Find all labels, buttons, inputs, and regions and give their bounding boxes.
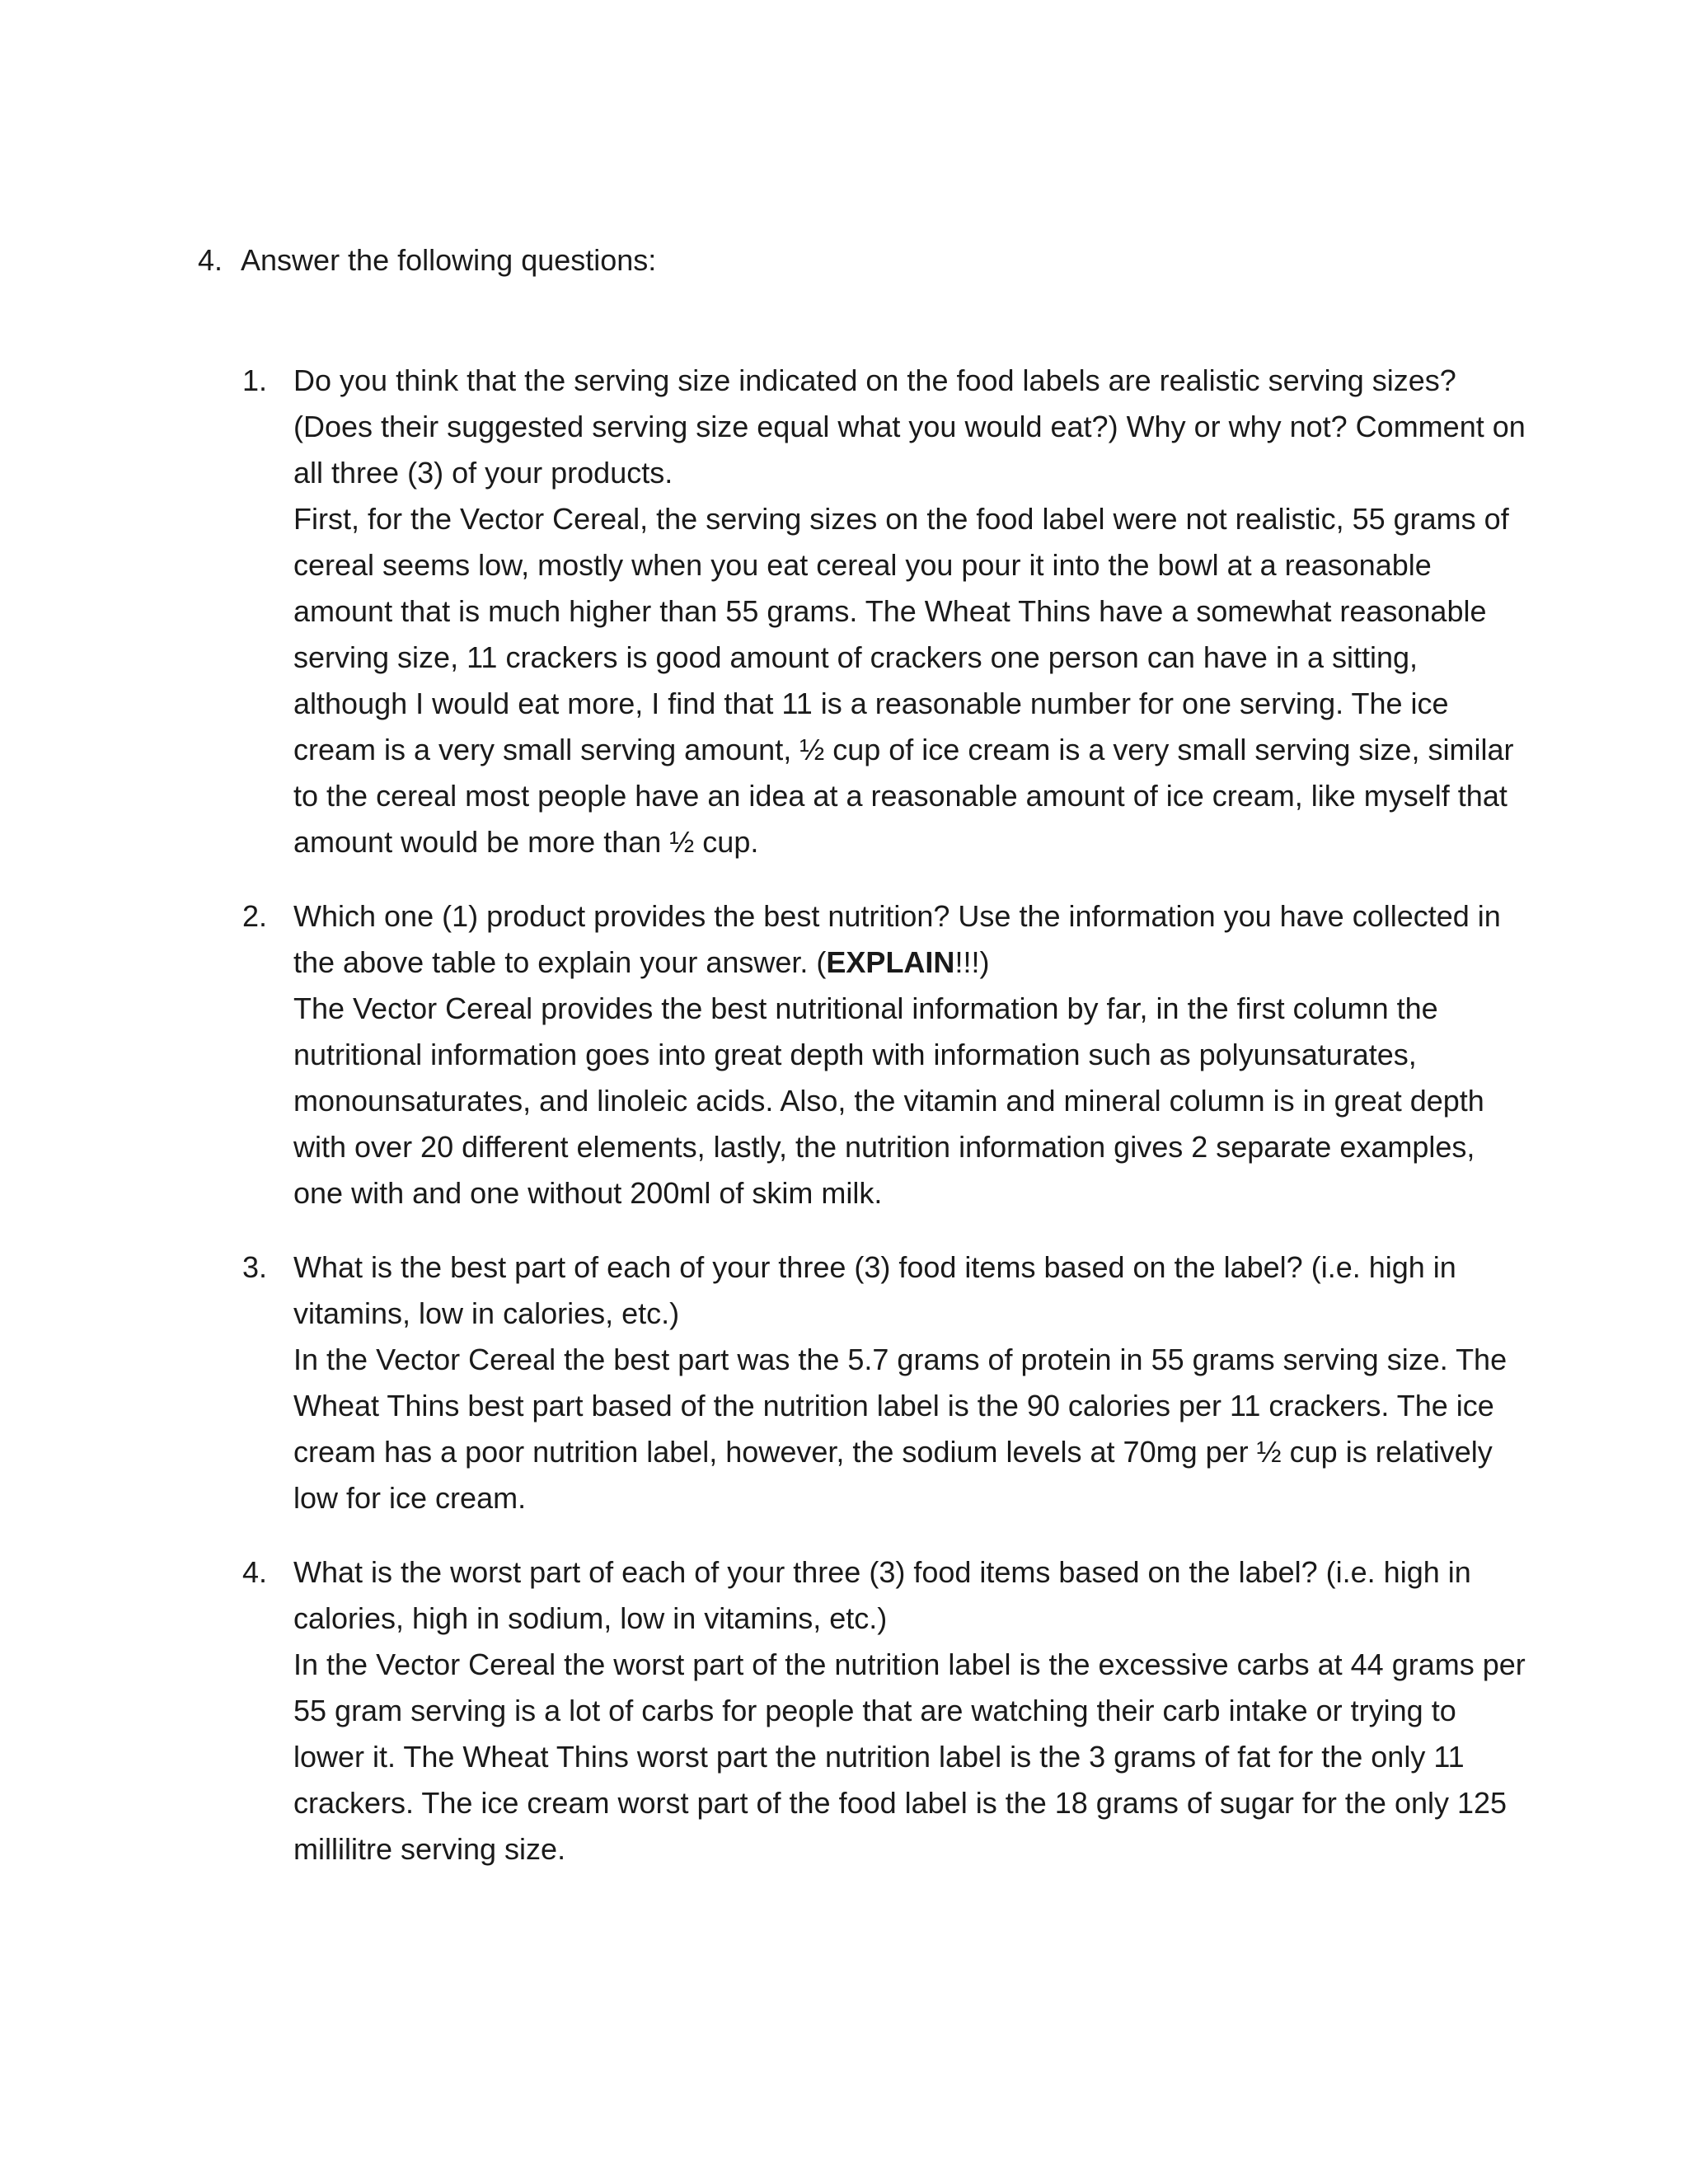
question-text: Do you think that the serving size indicated on the food labels are realistic serving sizes? (Does their suggested serving size equal what you would eat?) Why or why not? Comment on all three (3) of your products. — [293, 363, 1526, 490]
answer-text: In the Vector Cereal the best part was the 5.7 grams of protein in 55 grams serving size. The Wheat Thins best part based of the nutrition label is the 90 calories per 11 crackers. The ice cream has a poor nutrition label, however, the sodium levels at 70mg per ½ cup is relatively low for ice cream. — [293, 1343, 1507, 1515]
question-number: 1. — [242, 363, 268, 397]
question-list — [242, 358, 1528, 1900]
question-text-end: !!!) — [954, 945, 990, 979]
question-text — [293, 893, 1528, 986]
question-number: 3. — [242, 1250, 268, 1284]
question-item-1 — [242, 358, 1528, 865]
answer-text: The Vector Cereal provides the best nutritional information by far, in the first column the nutritional information goes into great depth with information such as polyunsaturates, monounsaturates, and linoleic acids. Also, the vitamin and mineral column is in great depth with over 20 different elements, lastly, the nutrition information gives 2 separate examples, one with and one without 200ml of skim milk. — [293, 991, 1484, 1210]
section-title: Answer the following questions: — [241, 243, 657, 277]
answer-text: In the Vector Cereal the worst part of the nutrition label is the excessive carbs at 44 grams per 55 gram serving is a lot of carbs for people that are watching their carb intake or trying to lower it. The Wheat Thins worst part the nutrition label is the 3 grams of fat for the only 11 crackers. The ice cream worst part of the food label is the 18 grams of sugar for the only 125 millilitre serving size. — [293, 1647, 1526, 1866]
question-number: 2. — [242, 899, 268, 933]
question-emphasis: EXPLAIN — [826, 945, 955, 979]
question-item-3 — [242, 1244, 1528, 1521]
question-text: What is the worst part of each of your three (3) food items based on the label? (i.e. high in calories, high in sodium, low in vitamins, etc.) — [293, 1555, 1471, 1635]
question-item-4 — [242, 1549, 1528, 1872]
section-heading — [198, 241, 656, 280]
question-text-start: Which one (1) product provides the best nutrition? Use the information you have collected in the above table to explain your answer. ( — [293, 899, 1501, 979]
answer-text: First, for the Vector Cereal, the serving sizes on the food label were not realistic, 55 grams of cereal seems low, mostly when you eat cereal you pour it into the bowl at a reasonable amount that is much higher than 55 grams. The Wheat Thins have a somewhat reasonable serving size, 11 crackers is good amount of crackers one person can have in a sitting, although I would eat more, I find that 11 is a reasonable number for one serving. The ice cream is a very small serving amount, ½ cup of ice cream is a very small serving size, similar to the cereal most people have an idea at a reasonable amount of ice cream, like myself that amount would be more than ½ cup. — [293, 502, 1514, 859]
section-number: 4. — [198, 243, 223, 277]
question-number: 4. — [242, 1555, 268, 1589]
question-text: What is the best part of each of your three (3) food items based on the label? (i.e. high in vitamins, low in calories, etc.) — [293, 1250, 1456, 1330]
question-item-2 — [242, 893, 1528, 1216]
